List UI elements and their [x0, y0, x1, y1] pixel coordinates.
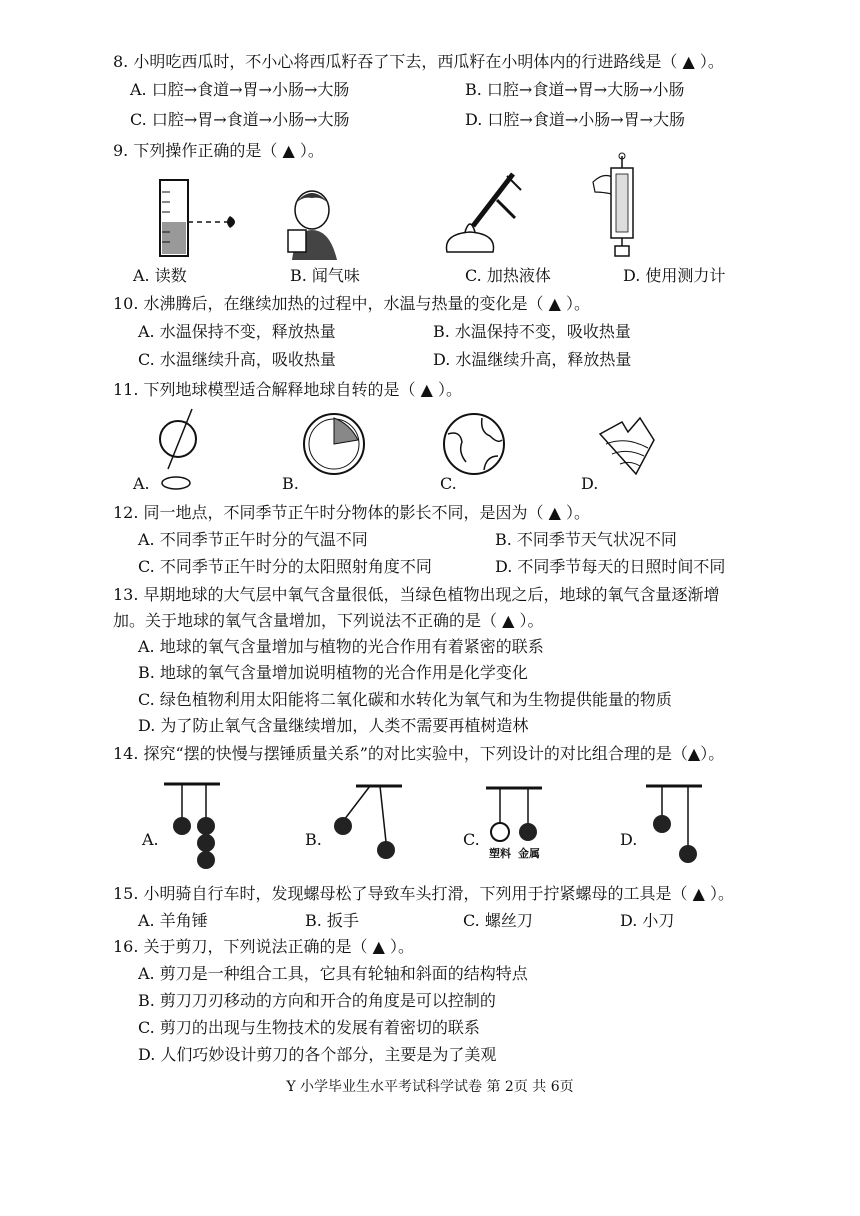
q8-option-d: D. 口腔→食道→小肠→胃→大肠 — [465, 110, 686, 129]
q10-stem: 10. 水沸腾后，在继续加热的过程中，水温与热量的变化是（ ▲ ）。 — [113, 294, 591, 313]
q9-caption-c: C. 加热液体 — [465, 266, 551, 285]
q16-stem: 16. 关于剪刀，下列说法正确的是（ ▲ ）。 — [113, 937, 415, 956]
q9-caption-d: D. 使用测力计 — [623, 266, 726, 285]
q14-label-b: B. — [305, 830, 322, 849]
q13-stem-line1: 13. 早期地球的大气层中氧气含量很低，当绿色植物出现之后，地球的氧气含量逐渐增 — [113, 585, 720, 604]
q15-option-b: B. 扳手 — [305, 911, 359, 930]
q10-option-a: A. 水温保持不变，释放热量 — [138, 322, 336, 341]
pendulum-set-c — [482, 784, 562, 844]
q12-option-d: D. 不同季节每天的日照时间不同 — [495, 557, 726, 576]
q15-option-c: C. 螺丝刀 — [463, 911, 533, 930]
earth-continents-figure — [440, 410, 510, 480]
q8-option-c: C. 口腔→胃→食道→小肠→大肠 — [130, 110, 350, 129]
q16-option-b: B. 剪刀刀刃移动的方向和开合的角度是可以控制的 — [138, 991, 496, 1010]
pendulum-set-b — [330, 776, 410, 876]
q13-option-d: D. 为了防止氧气含量继续增加，人类不需要再植树造林 — [138, 716, 529, 735]
q10-option-b: B. 水温保持不变，吸收热量 — [433, 322, 631, 341]
q15-option-a: A. 羊角锤 — [138, 911, 208, 930]
q16-option-a: A. 剪刀是一种组合工具，它具有轮轴和斜面的结构特点 — [138, 964, 528, 983]
q9-caption-b: B. 闻气味 — [290, 266, 360, 285]
q12-option-b: B. 不同季节天气状况不同 — [495, 530, 677, 549]
q9-stem: 9. 下列操作正确的是（ ▲ ）。 — [113, 141, 324, 160]
q11-label-b: B. — [282, 474, 299, 493]
metal-bob-label: 金属 — [518, 847, 540, 860]
q13-option-c: C. 绿色植物利用太阳能将二氧化碳和水转化为氧气和为生物提供能量的物质 — [138, 690, 672, 709]
q9-caption-a: A. 读数 — [133, 266, 187, 285]
q12-stem: 12. 同一地点，不同季节正午时分物体的影长不同，是因为（ ▲ ）。 — [113, 503, 591, 522]
smelling-figure — [282, 182, 352, 262]
q10-option-d: D. 水温继续升高，释放热量 — [433, 350, 632, 369]
q14-label-a: A. — [142, 830, 159, 849]
q11-label-d: D. — [581, 474, 599, 493]
q15-option-d: D. 小刀 — [620, 911, 675, 930]
q13-option-b: B. 地球的氧气含量增加说明植物的光合作用是化学变化 — [138, 663, 528, 682]
q14-label-c: C. — [463, 830, 480, 849]
page-footer: Y 小学毕业生水平考试科学试卷 第 2页 共 6页 — [286, 1079, 574, 1095]
alcohol-lamp-heating-figure — [425, 160, 525, 260]
q12-option-c: C. 不同季节正午时分的太阳照射角度不同 — [138, 557, 432, 576]
q14-stem: 14. 探究“摆的快慢与摆锤质量关系”的对比实验中，下列设计的对比组合理的是（▲）。 — [113, 744, 725, 763]
q11-label-a: A. — [133, 474, 150, 493]
pendulum-set-a — [160, 776, 230, 876]
measuring-cylinder-figure — [150, 172, 260, 262]
q16-option-d: D. 人们巧妙设计剪刀的各个部分，主要是为了美观 — [138, 1045, 497, 1064]
earth-layers-wedge-figure — [592, 410, 662, 480]
plastic-bob-label: 塑料 — [489, 847, 511, 860]
q8-option-a: A. 口腔→食道→胃→小肠→大肠 — [130, 80, 350, 99]
q11-label-c: C. — [440, 474, 457, 493]
globe-on-stand-figure — [152, 403, 222, 493]
q14-label-d: D. — [620, 830, 638, 849]
q13-stem-line2: 加。关于地球的氧气含量增加，下列说法不正确的是（ ▲ ）。 — [113, 611, 544, 630]
q16-option-c: C. 剪刀的出现与生物技术的发展有着密切的联系 — [138, 1018, 480, 1037]
q15-stem: 15. 小明骑自行车时，发现螺母松了导致车头打滑，下列用于拧紧螺母的工具是（ ▲ ）。 — [113, 884, 735, 903]
earth-cutaway-figure — [300, 410, 370, 480]
q13-option-a: A. 地球的氧气含量增加与植物的光合作用有着紧密的联系 — [138, 637, 544, 656]
q10-option-c: C. 水温继续升高，吸收热量 — [138, 350, 336, 369]
q11-stem: 11. 下列地球模型适合解释地球自转的是（ ▲ ）。 — [113, 380, 463, 399]
spring-scale-figure — [585, 152, 665, 257]
pendulum-set-d — [642, 782, 712, 872]
q8-option-b: B. 口腔→食道→胃→大肠→小肠 — [465, 80, 685, 99]
q12-option-a: A. 不同季节正午时分的气温不同 — [138, 530, 368, 549]
q8-stem: 8. 小明吃西瓜时，不小心将西瓜籽吞了下去，西瓜籽在小明体内的行进路线是（ ▲ ）。 — [113, 52, 724, 71]
